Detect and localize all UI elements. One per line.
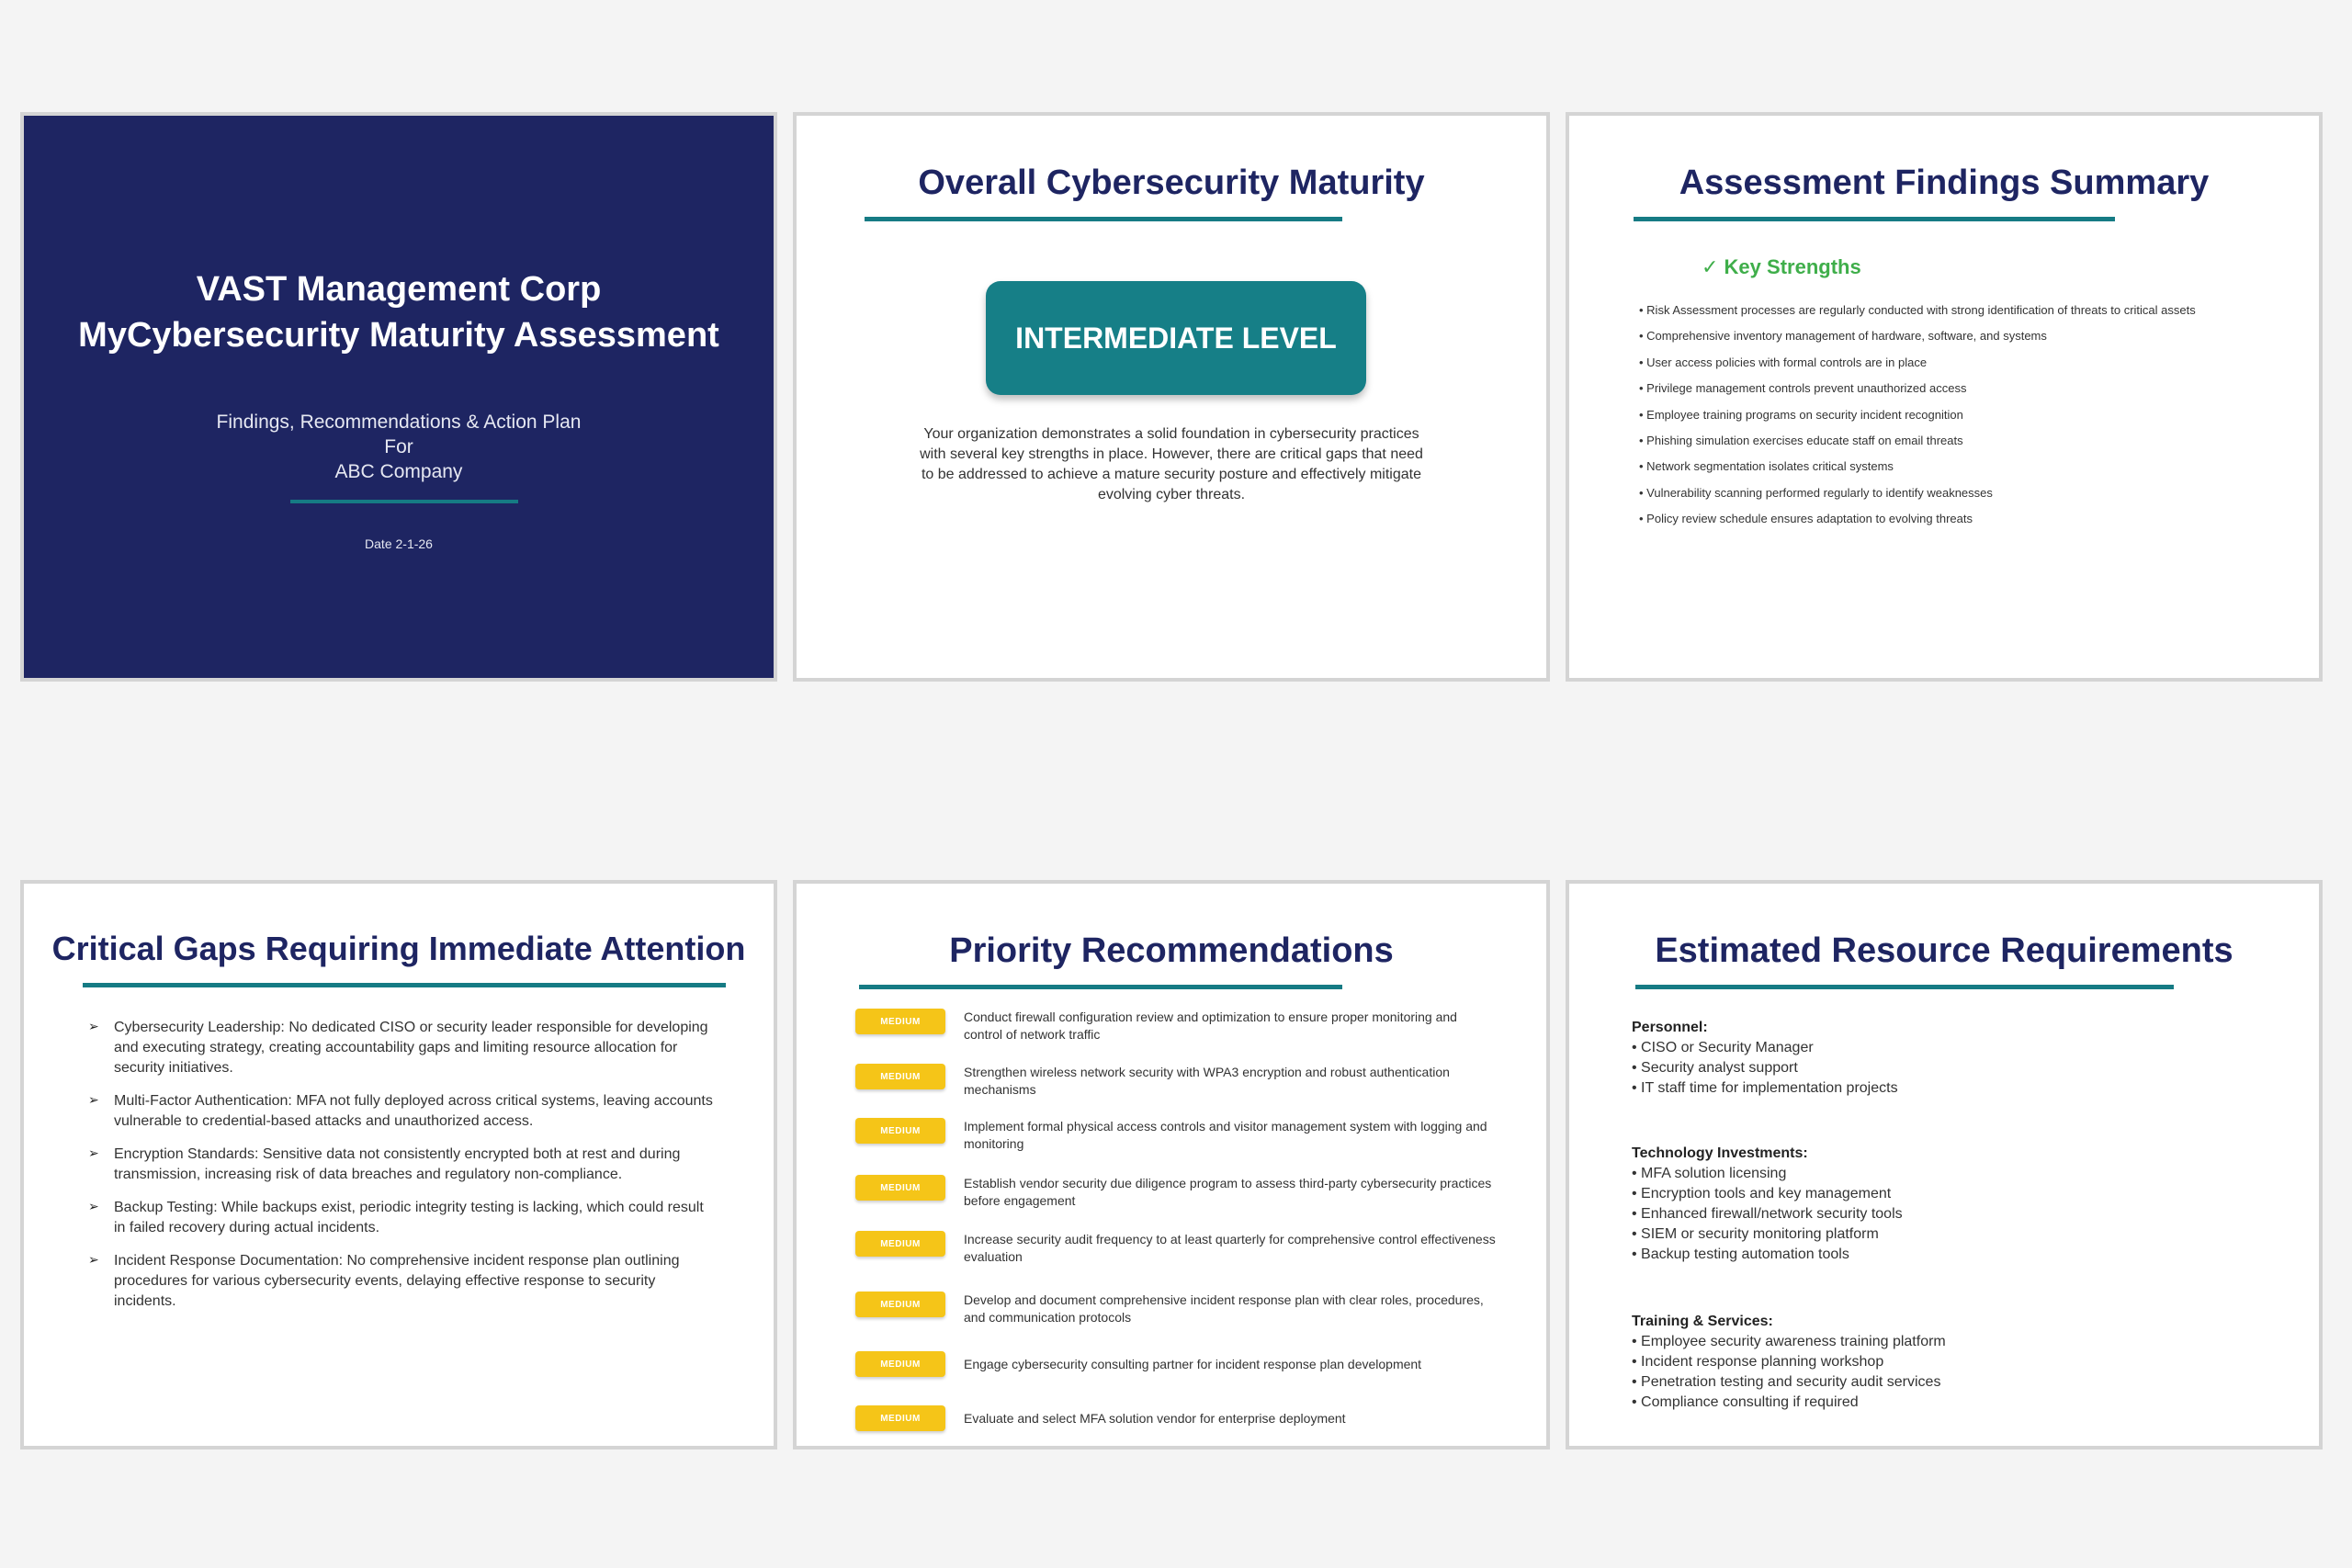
list-item: • Compliance consulting if required xyxy=(1632,1394,1859,1410)
priority-badge: MEDIUM xyxy=(855,1351,945,1377)
company-name: VAST Management Corp xyxy=(196,270,602,309)
list-item: ➢ Multi-Factor Authentication: MFA not fully deployed across critical systems, leaving accounts vulnerable to credential-based attacks and unauthorized access. xyxy=(88,1091,713,1132)
priority-badge: MEDIUM xyxy=(855,1405,945,1431)
section-heading: Technology Investments: xyxy=(1632,1145,1808,1161)
recommendation-text: Implement formal physical access controls and visitor management system with logging and monitoring xyxy=(964,1119,1487,1151)
deck-title xyxy=(24,266,774,358)
arrow-bullet-icon: ➢ xyxy=(88,1092,99,1107)
recommendation-text: Develop and document comprehensive incident response plan with clear roles, procedures, and communication protocols xyxy=(964,1292,1484,1325)
assessment-name: MyCybersecurity Maturity Assessment xyxy=(78,316,719,355)
section-heading: Personnel: xyxy=(1632,1020,1708,1035)
slide-title: Estimated Resource Requirements xyxy=(1655,931,2233,970)
recommendation-row xyxy=(855,1064,1498,1097)
list-item: • IT staff time for implementation projects xyxy=(1632,1080,1898,1096)
list-item: • Privilege management controls prevent unauthorized access xyxy=(1639,381,1967,396)
list-item: ➢ Backup Testing: While backups exist, periodic integrity testing is lacking, which could result in failed recovery during actual incidents. xyxy=(88,1198,713,1238)
list-item: ➢ Incident Response Documentation: No comprehensive incident response plan outlining procedures for various cybersecurity events, delaying effective response to security incidents. xyxy=(88,1251,713,1312)
recommendation-text: Engage cybersecurity consulting partner for incident response plan development xyxy=(964,1357,1422,1371)
title-underline xyxy=(83,983,726,987)
title-underline xyxy=(1635,985,2174,989)
slide-thumbnail-critical-gaps[interactable] xyxy=(20,880,777,1450)
arrow-bullet-icon: ➢ xyxy=(88,1199,99,1213)
list-item: • MFA solution licensing xyxy=(1632,1166,1787,1181)
personnel-section xyxy=(1632,1018,1898,1099)
list-item: • Network segmentation isolates critical systems xyxy=(1639,459,1894,474)
slide-thumbnail-title[interactable] xyxy=(20,112,777,682)
slide-title: Assessment Findings Summary xyxy=(1679,164,2210,202)
arrow-bullet-icon: ➢ xyxy=(88,1252,99,1267)
list-item: ➢ Encryption Standards: Sensitive data not consistently encrypted both at rest and during transmission, increasing risk of data breaches and regulatory non-compliance. xyxy=(88,1145,713,1185)
recommendation-row xyxy=(855,1405,1498,1438)
list-item: • CISO or Security Manager xyxy=(1632,1040,1814,1055)
recommendation-row xyxy=(855,1292,1498,1325)
recommendation-text: Evaluate and select MFA solution vendor for enterprise deployment xyxy=(964,1411,1346,1426)
recommendation-text: Conduct firewall configuration review and optimization to ensure proper monitoring and control of network traffic xyxy=(964,1010,1457,1042)
recommendation-text: Establish vendor security due diligence program to assess third-party cybersecurity practices before engagement xyxy=(964,1176,1492,1208)
deck-date: Date 2-1-26 xyxy=(365,536,433,551)
list-item: • Penetration testing and security audit services xyxy=(1632,1374,1941,1390)
list-item: • Policy review schedule ensures adaptation to evolving threats xyxy=(1639,512,1973,526)
list-item: • Backup testing automation tools xyxy=(1632,1247,1849,1262)
list-item: • Risk Assessment processes are regularly conducted with strong identification of threats to critical assets xyxy=(1639,303,2196,317)
subtitle-line: For xyxy=(384,436,413,457)
priority-badge: MEDIUM xyxy=(855,1175,945,1201)
list-item: • User access policies with formal controls are in place xyxy=(1639,355,1928,369)
list-item: • Security analyst support xyxy=(1632,1060,1798,1076)
title-underline xyxy=(1634,217,2115,221)
list-item: • Incident response planning workshop xyxy=(1632,1354,1884,1370)
title-underline xyxy=(865,217,1342,221)
maturity-description: Your organization demonstrates a solid foundation in cybersecurity practices with several key strengths in place. However, there are critical gaps that need to be addressed to achieve a mature security posture and effectively mitigate evolving cyber threats. xyxy=(920,426,1423,502)
recommendation-row xyxy=(855,1118,1498,1151)
training-section xyxy=(1632,1312,1946,1413)
list-item: • Employee security awareness training platform xyxy=(1632,1334,1946,1349)
priority-badge: MEDIUM xyxy=(855,1118,945,1144)
priority-badge: MEDIUM xyxy=(855,1009,945,1034)
technology-section xyxy=(1632,1144,1903,1265)
arrow-bullet-icon: ➢ xyxy=(88,1019,99,1033)
subtitle-line: Findings, Recommendations & Action Plan xyxy=(216,412,582,433)
priority-badge: MEDIUM xyxy=(855,1292,945,1317)
maturity-level-badge: INTERMEDIATE LEVEL xyxy=(986,281,1366,395)
slide-thumbnail-recommendations[interactable] xyxy=(793,880,1550,1450)
list-item: • SIEM or security monitoring platform xyxy=(1632,1226,1879,1242)
slide-thumbnail-findings[interactable] xyxy=(1566,112,2323,682)
list-item: • Employee training programs on security incident recognition xyxy=(1639,407,1963,422)
slide-title: Overall Cybersecurity Maturity xyxy=(918,164,1425,202)
recommendation-row xyxy=(855,1231,1498,1264)
recommendation-row xyxy=(855,1009,1498,1042)
list-item: • Encryption tools and key management xyxy=(1632,1186,1892,1201)
recommendation-row xyxy=(855,1175,1498,1208)
divider xyxy=(290,500,518,503)
priority-badge: MEDIUM xyxy=(855,1231,945,1257)
client-name: ABC Company xyxy=(334,461,463,482)
list-item: • Vulnerability scanning performed regularly to identify weaknesses xyxy=(1639,485,1993,500)
key-strengths-heading: ✓ Key Strengths xyxy=(1702,255,1861,278)
list-item: • Comprehensive inventory management of hardware, software, and systems xyxy=(1639,329,2047,344)
priority-badge: MEDIUM xyxy=(855,1064,945,1089)
recommendation-text: Increase security audit frequency to at least quarterly for comprehensive control effectiveness evaluation xyxy=(964,1232,1496,1264)
arrow-bullet-icon: ➢ xyxy=(88,1145,99,1160)
section-heading: Training & Services: xyxy=(1632,1314,1773,1329)
recommendation-row xyxy=(855,1351,1498,1384)
strengths-list xyxy=(1639,301,2196,536)
slide-title: Critical Gaps Requiring Immediate Attention xyxy=(51,930,746,967)
deck-subtitle xyxy=(24,410,774,484)
list-item: • Enhanced firewall/network security tools xyxy=(1632,1206,1903,1222)
gaps-list xyxy=(88,1018,713,1325)
list-item: • Phishing simulation exercises educate staff on email threats xyxy=(1639,433,1963,447)
title-underline xyxy=(859,985,1342,989)
slide-title: Priority Recommendations xyxy=(949,931,1394,970)
slide-thumbnail-maturity[interactable] xyxy=(793,112,1550,682)
recommendation-text: Strengthen wireless network security with WPA3 encryption and robust authentication mechanisms xyxy=(964,1065,1450,1097)
list-item: ➢ Cybersecurity Leadership: No dedicated CISO or security leader responsible for developing and executing strategy, creating accountability gaps and limiting resource allocation for security initiatives. xyxy=(88,1018,713,1078)
slide-thumbnail-resources[interactable] xyxy=(1566,880,2323,1450)
